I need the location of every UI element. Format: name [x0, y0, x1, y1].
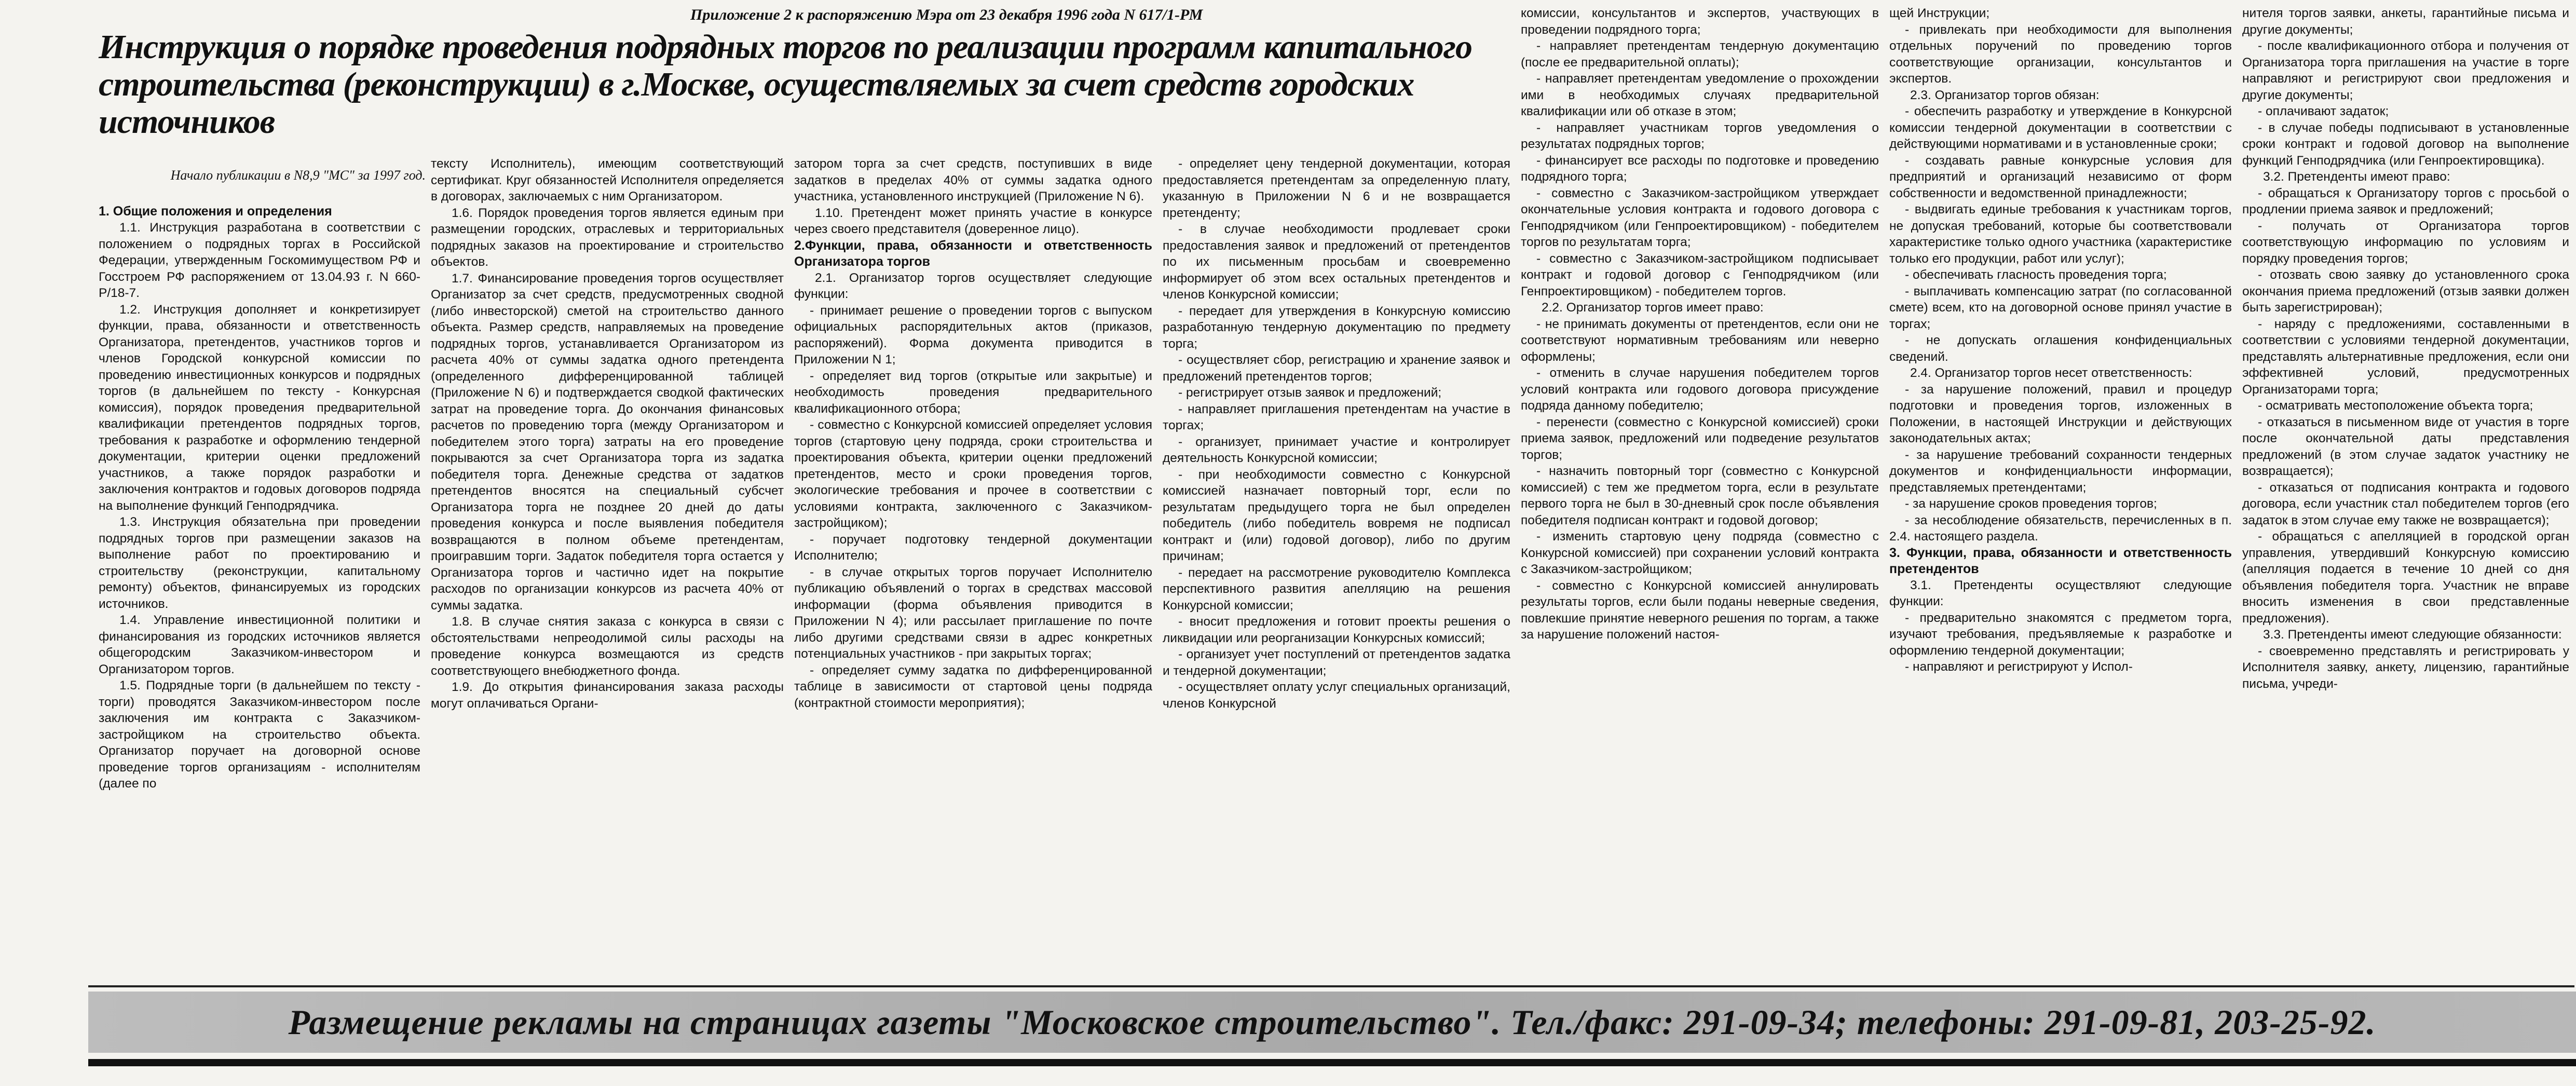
list-item: - определяет цену тендерной документации, которая предоставляется претендентам за определенную плату, указанную в Приложении N 6 и не возвращается претенденту;: [1163, 157, 1510, 220]
list-item: - за нарушение положений, правил и процедур подготовки и проведения торгов, изложенных в Положении, в настоящей Инструкции и действующих законодательных актах;: [1889, 382, 2232, 445]
paragraph: затором торга за счет средств, поступивших в виде задатков в пределах 40% от суммы задатка одного участника, установленного инструкцией (Приложение N 6).: [794, 157, 1152, 203]
paragraph: 2.2. Организатор торгов имеет право:: [1542, 301, 1764, 315]
list-item: - предварительно знакомятся с предметом торга, изучают требования, предъявляемые к разработке и оформлению тендерной документации;: [1889, 610, 2232, 658]
list-item: - отказаться от подписания контракта и годового договора, если участник стал победителем торгов (его задаток в этом случае ему также не возвращается);: [2242, 480, 2569, 527]
page-title: Инструкция о порядке проведения подрядных торгов по реализации программ капитального строительства (реконструкции) в г.Москве, осуществляемых за счет средств городских источников: [99, 28, 1473, 141]
paragraph: 1.6. Порядок проведения торгов является единым при размещении городских, отраслевых и территориальных подрядных заказов на проектирование и строительство объектов.: [431, 206, 784, 269]
paragraph: 1.3. Инструкция обязательна при проведении подрядных торгов при размещении заказов на выполнение работ по проектированию и строительству (реконструкции, капитальному ремонту) объектов, финансируемых из городских источников.: [99, 515, 420, 611]
list-item: - принимает решение о проведении торгов с выпуском официальных распорядительных актов (приказов, распоряжений). Форма документа приводится в Приложении N 1;: [794, 303, 1152, 366]
list-item: - выдвигать единые требования к участникам торгов, не допуская требований, которые бы соответствовали характеристике только одного участника (характеристике только его продукции, работ или услуг);: [1889, 202, 2232, 266]
list-item: - направляет приглашения претендентам на участие в торгах;: [1163, 402, 1510, 432]
list-item: - осуществляет оплату услуг специальных организаций, членов Конкурсной: [1163, 680, 1510, 711]
bottom-rule: [88, 1059, 2576, 1066]
list-item: - за нарушение сроков проведения торгов;: [1905, 497, 2157, 511]
list-item: - при необходимости совместно с Конкурсной комиссией назначает повторный торг, если по результатам предыдущего торга не был определен победитель (либо победитель вовремя не подписал контракт и (или) годовой договор), либо по другим причинам;: [1163, 467, 1510, 563]
paragraph: комиссии, консультантов и экспертов, участвующих в проведении подрядного торга;: [1521, 6, 1879, 37]
list-item: - совместно с Конкурсной комиссией аннулировать результаты торгов, если были поданы неверные сведения, повлекшие принятие неверного решения по торгам, а также за нарушение положений настоя-: [1521, 578, 1879, 642]
list-item: - наряду с предложениями, составленными в соответствии с условиями тендерной документации, представлять альтернативные предложения, если они эффективней условий, предусмотренных Организаторами торга;: [2242, 317, 2569, 397]
list-item: - организует учет поступлений от претендентов задатка и тендерной документации;: [1163, 647, 1510, 678]
list-item: - за нарушение требований сохранности тендерных документов и конфиденциальности информации, представляемых претендентами;: [1889, 447, 2232, 495]
advertising-banner-text: Размещение рекламы на страницах газеты "Московское строительство". Тел./факс: 291-09-34; телефоны: 291-09-81, 203-25-92.: [288, 1002, 2376, 1042]
list-item: - не принимать документы от претендентов, если они не соответствуют нормативным требованиям или неверно оформлены;: [1521, 317, 1879, 364]
list-item: - отозвать свою заявку до установленного срока окончания приема предложений (отзыв заявки должен быть зарегистрирован);: [2242, 268, 2569, 315]
text-column-3: [794, 156, 1152, 977]
list-item: - обращаться к Организатору торгов с просьбой о продлении приема заявок и предложений;: [2242, 186, 2569, 216]
list-item: - своевременно представлять и регистрировать у Исполнителя заявку, анкету, лицензию, гарантийные письма, учреди-: [2242, 644, 2569, 691]
list-item: - поручает подготовку тендерной документации Исполнителю;: [794, 532, 1152, 563]
list-item: - перенести (совместно с Конкурсной комиссией) сроки приема заявок, предложений или подведение результатов торгов;: [1521, 415, 1879, 462]
list-item: - в случае победы подписывают в установленные сроки контракт и годовой договор на выполнение функций Генподрядчика (или Генпроектировщика).: [2242, 120, 2569, 168]
text-column-4: [1163, 156, 1510, 977]
list-item: - создавать равные конкурсные условия для предприятий и организаций независимо от форм собственности и ведомственной принадлежности;: [1889, 153, 2232, 200]
list-item: - совместно с Заказчиком-застройщиком подписывает контракт и годовой договор с Генподрядчиком (или Генпроектировщиком) - победителем торгов.: [1521, 251, 1879, 298]
list-item: - регистрирует отзыв заявок и предложений;: [1178, 386, 1442, 400]
advertising-banner: [88, 992, 2576, 1053]
list-item: - совместно с Конкурсной комиссией определяет условия торгов (стартовую цену подряда, сроки строительства и проектирования объекта, критерии оценки предложений претендентов, место и сроки проведения торгов, экологические требования и прочее в соответствии с условиями контракта, заключенного с Заказчиком-застройщиком);: [794, 418, 1152, 530]
paragraph: 2.3. Организатор торгов обязан:: [1910, 88, 2100, 102]
list-item: - организует, принимает участие и контролирует деятельность Конкурсной комиссии;: [1163, 435, 1510, 465]
list-item: - оплачивают задаток;: [2258, 104, 2389, 118]
list-item: - направляют и регистрируют у Испол-: [1905, 660, 2133, 674]
paragraph: 2.1. Организатор торгов осуществляет следующие функции:: [794, 270, 1152, 301]
paragraph: 1.7. Финансирование проведения торгов осуществляет Организатор за счет средств, предусмотренных сводной (либо инвесторской) сметой на строительство данного объекта. Размер средств, направляемых на проведение подрядных торгов, устанавливается Организатором из расчета 40% от суммы задатка одного претендента (определенного дифференцированной таблицей (Приложение N 6) и подтверждается сводкой фактических затрат на проведение торга. До окончания финансовых расчетов по проведению торга (между Организатором и победителем этого торга) затраты на его проведение покрываются за счет Организатора торга из задатка победителя торга. Денежные средства от задатков претендентов вносятся на специальный субсчет Организатора торга не позднее 20 дней до даты проведения конкурса и после выявления победителя возвращаются в полном объеме претендентам, проигравшим торги. Задаток победителя торга остается у Организатора торгов и частично идет на покрытие расходов по организации конкурсов из расчета 40% от суммы задатка.: [431, 271, 784, 613]
list-item: - за несоблюдение обязательств, перечисленных в п. 2.4. настоящего раздела.: [1889, 513, 2232, 544]
list-item: - выплачивать компенсацию затрат (по согласованной смете) всем, кто на договорной основе принял участие в торгах;: [1889, 284, 2232, 331]
list-item: - получать от Организатора торгов соответствующую информацию по условиям и порядку проведения торгов;: [2242, 219, 2569, 266]
appendix-note: Приложение 2 к распоряжению Мэра от 23 декабря 1996 года N 617/1-РМ: [690, 6, 1203, 23]
paragraph: тексту Исполнитель), имеющим соответствующий сертификат. Круг обязанностей Исполнителя определяется в договорах, заключаемых с ним Организатором.: [431, 157, 784, 203]
paragraph: 1.5. Подрядные торги (в дальнейшем по тексту - торги) проводятся Заказчиком-инвестором после заключения им контракта с Заказчиком-застройщиком на строительство объекта. Организатор поручает на договорной основе проведение торгов организациям - исполнителям (далее по: [99, 678, 420, 791]
list-item: - направляет претендентам тендерную документацию (после ее предварительной оплаты);: [1521, 39, 1879, 70]
list-item: - в случае открытых торгов поручает Исполнителю публикацию объявлений о торгах в средствах массовой информации (форма объявления приводится в Приложении N 4); или рассылает приглашение по почте либо другими средствами связи в адрес конкретных потенциальных участников - при закрытых торгах;: [794, 565, 1152, 661]
list-item: - изменить стартовую цену подряда (совместно с Конкурсной комиссией) при сохранении условий контракта с Заказчиком-застройщиком;: [1521, 530, 1879, 576]
list-item: - отказаться в письменном виде от участия в торге после окончательной даты представления предложений (в этом случае задаток участнику не возвращается);: [2242, 415, 2569, 478]
paragraph: 3.3. Претенденты имеют следующие обязанности:: [2263, 628, 2562, 642]
list-item: - направляет претендентам уведомление о прохождении ими в необходимых случаях предварительной квалификации или об отказе в этом;: [1521, 72, 1879, 118]
paragraph: щей Инструкции;: [1889, 6, 1990, 20]
list-item: - не допускать оглашения конфиденциальных сведений.: [1889, 333, 2232, 364]
list-item: - направляет участникам торгов уведомления о результатах подрядных торгов;: [1521, 120, 1879, 151]
list-item: - финансирует все расходы по подготовке и проведению подрядного торга;: [1521, 153, 1879, 184]
text-column-2: [431, 156, 784, 977]
section-heading: 1. Общие положения и определения: [99, 204, 332, 219]
text-column-7: [2242, 5, 2569, 977]
list-item: - обеспечить разработку и утверждение в Конкурсной комиссии тендерной документации в соответствии с действующими нормативами и в установленные сроки;: [1889, 104, 2232, 151]
list-item: - передает для утверждения в Конкурсную комиссию разработанную тендерную документацию по предмету торга;: [1163, 304, 1510, 351]
list-item: - отменить в случае нарушения победителем торгов условий контракта или годового договора присуждение подряда данному победителю;: [1521, 366, 1879, 413]
paragraph: 1.1. Инструкция разработана в соответствии с положением о подрядных торгах в Российской Федерации, утвержденным Госкомимуществом РФ и Госстроем РФ распоряжением от 13.04.93 г. N 660-Р/18-7.: [99, 221, 420, 300]
list-item: - обеспечивать гласность проведения торга;: [1905, 268, 2167, 282]
text-column-1: [99, 203, 420, 977]
text-column-5: [1521, 5, 1879, 977]
text-column-6: [1889, 5, 2232, 977]
list-item: - обращаться с апелляцией в городской орган управления, утвердивший Конкурсную комиссию (апелляция подается в течение 10 дней со дня объявления победителя торга. Участник не вправе вносить изменения в свои представленные предложения).: [2242, 530, 2569, 626]
paragraph: 1.9. До открытия финансирования заказа расходы могут оплачиваться Органи-: [431, 680, 784, 711]
paragraph: 1.4. Управление инвестиционной политики и финансирования из городских источников является общегородским Заказчиком-инвестором и Организатором торгов.: [99, 613, 420, 676]
paragraph: 3.2. Претенденты имеют право:: [2263, 170, 2450, 184]
list-item: - назначить повторный торг (совместно с Конкурсной комиссией) с тем же предметом торга, если в результате первого торга не был в 30-дневный срок после объявления победителя подписан контракт и годовой договор;: [1521, 464, 1879, 527]
footer-divider: [88, 985, 2574, 987]
list-item: - определяет вид торгов (открытые или закрытые) и необходимость проведения предварительного квалификационного отбора;: [794, 369, 1152, 416]
list-item: - после квалификационного отбора и получения от Организатора торга приглашения на участие в торге направляют и регистрируют свои предложения и другие документы;: [2242, 39, 2569, 102]
section-heading: 3. Функции, права, обязанности и ответственность претендентов: [1889, 545, 2232, 576]
paragraph: 1.2. Инструкция дополняет и конкретизирует функции, права, обязанности и ответственность Организатора, претендентов, участников торгов и членов Городской конкурсной комиссии по проведению инвестиционных конкурсов и подрядных торгов (в дальнейшем по тексту - Конкурсная комиссия), порядок проведения предварительной квалификации претендентов подрядных торгов, требования к разработке и оформлению тендерной документации, критерии оценки предложений участников, а также порядок разработки и заключения контрактов и годовых договоров подряда на выполнение функций Генподрядчика.: [99, 302, 420, 513]
list-item: - совместно с Заказчиком-застройщиком утверждает окончательные условия контракта и годового договора с Генподрядчиком (или Генпроектировщиком) - победителем торгов по результатам торга;: [1521, 186, 1879, 249]
list-item: - осуществляет сбор, регистрацию и хранение заявок и предложений претендентов торгов;: [1163, 353, 1510, 384]
list-item: - определяет сумму задатка по дифференцированной таблице в зависимости от стартовой цены подряда (контрактной стоимости мероприятия);: [794, 663, 1152, 710]
list-item: - передает на рассмотрение руководителю Комплекса перспективного развития апелляцию на решения Конкурсной комиссии;: [1163, 565, 1510, 613]
paragraph: 3.1. Претенденты осуществляют следующие функции:: [1889, 578, 2232, 608]
list-item: - осматривать местоположение объекта торга;: [2258, 399, 2533, 413]
publication-note: Начало публикации в N8,9 "МС" за 1997 год.: [170, 168, 426, 183]
paragraph: 1.10. Претендент может принять участие в конкурсе через своего представителя (доверенное лицо).: [794, 206, 1152, 236]
paragraph: 1.8. В случае снятия заказа с конкурса в связи с обстоятельствами непреодолимой силы расходы на проведение конкурса возмещаются из средств соответствующего внебюджетного фонда.: [431, 615, 784, 678]
list-item: - в случае необходимости продлевает сроки предоставления заявок и предложений от претендентов по их письменным просьбам и своевременно информирует об этом всех остальных претендентов и членов Конкурсной комиссии;: [1163, 222, 1510, 302]
list-item: - привлекать при необходимости для выполнения отдельных поручений по проведению торгов соответствующие организации, консультантов и экспертов.: [1889, 22, 2232, 86]
section-heading: 2.Функции, права, обязанности и ответственность Организатора торгов: [794, 238, 1152, 269]
paragraph: нителя торгов заявки, анкеты, гарантийные письма и другие документы;: [2242, 6, 2569, 37]
paragraph: 2.4. Организатор торгов несет ответственность:: [1910, 366, 2192, 380]
list-item: - вносит предложения и готовит проекты решения о ликвидации или реорганизации Конкурсных комиссий;: [1163, 615, 1510, 645]
